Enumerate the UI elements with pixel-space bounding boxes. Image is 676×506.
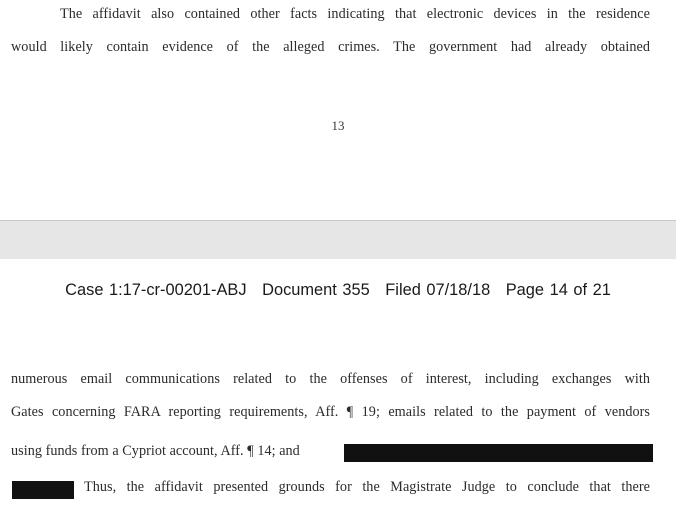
body-text-line-6-text: Thus, the affidavit presented grounds for the Magistrate Judge to conclude that there bbox=[84, 479, 650, 495]
body-text-line-2: would likely contain evidence of the alleged crimes. The government had already obtained bbox=[11, 39, 650, 55]
document-number: Document 355 bbox=[262, 281, 370, 299]
page-number: 13 bbox=[331, 118, 345, 133]
body-text-line-4: Gates concerning FARA reporting requirements, Aff. ¶ 19; emails related to the payment of vendors bbox=[11, 404, 650, 420]
redaction-block bbox=[344, 444, 653, 462]
redaction-block bbox=[12, 481, 74, 499]
page-separator bbox=[0, 220, 676, 260]
case-header bbox=[0, 281, 676, 300]
page-indicator: Page 14 of 21 bbox=[505, 281, 611, 299]
body-text-line-3: numerous email communications related to the offenses of interest, including exchanges with bbox=[11, 371, 650, 387]
case-number: Case 1:17-cr-00201-ABJ bbox=[65, 281, 247, 299]
body-text-line-5-text: using funds from a Cypriot account, Aff. ¶ 14; and bbox=[11, 443, 300, 459]
document-page-13 bbox=[0, 0, 676, 220]
filed-date: Filed 07/18/18 bbox=[385, 281, 491, 299]
body-text-line-1: The affidavit also contained other facts indicating that electronic devices in the residence bbox=[60, 6, 650, 22]
body-text-line-5 bbox=[11, 443, 650, 460]
